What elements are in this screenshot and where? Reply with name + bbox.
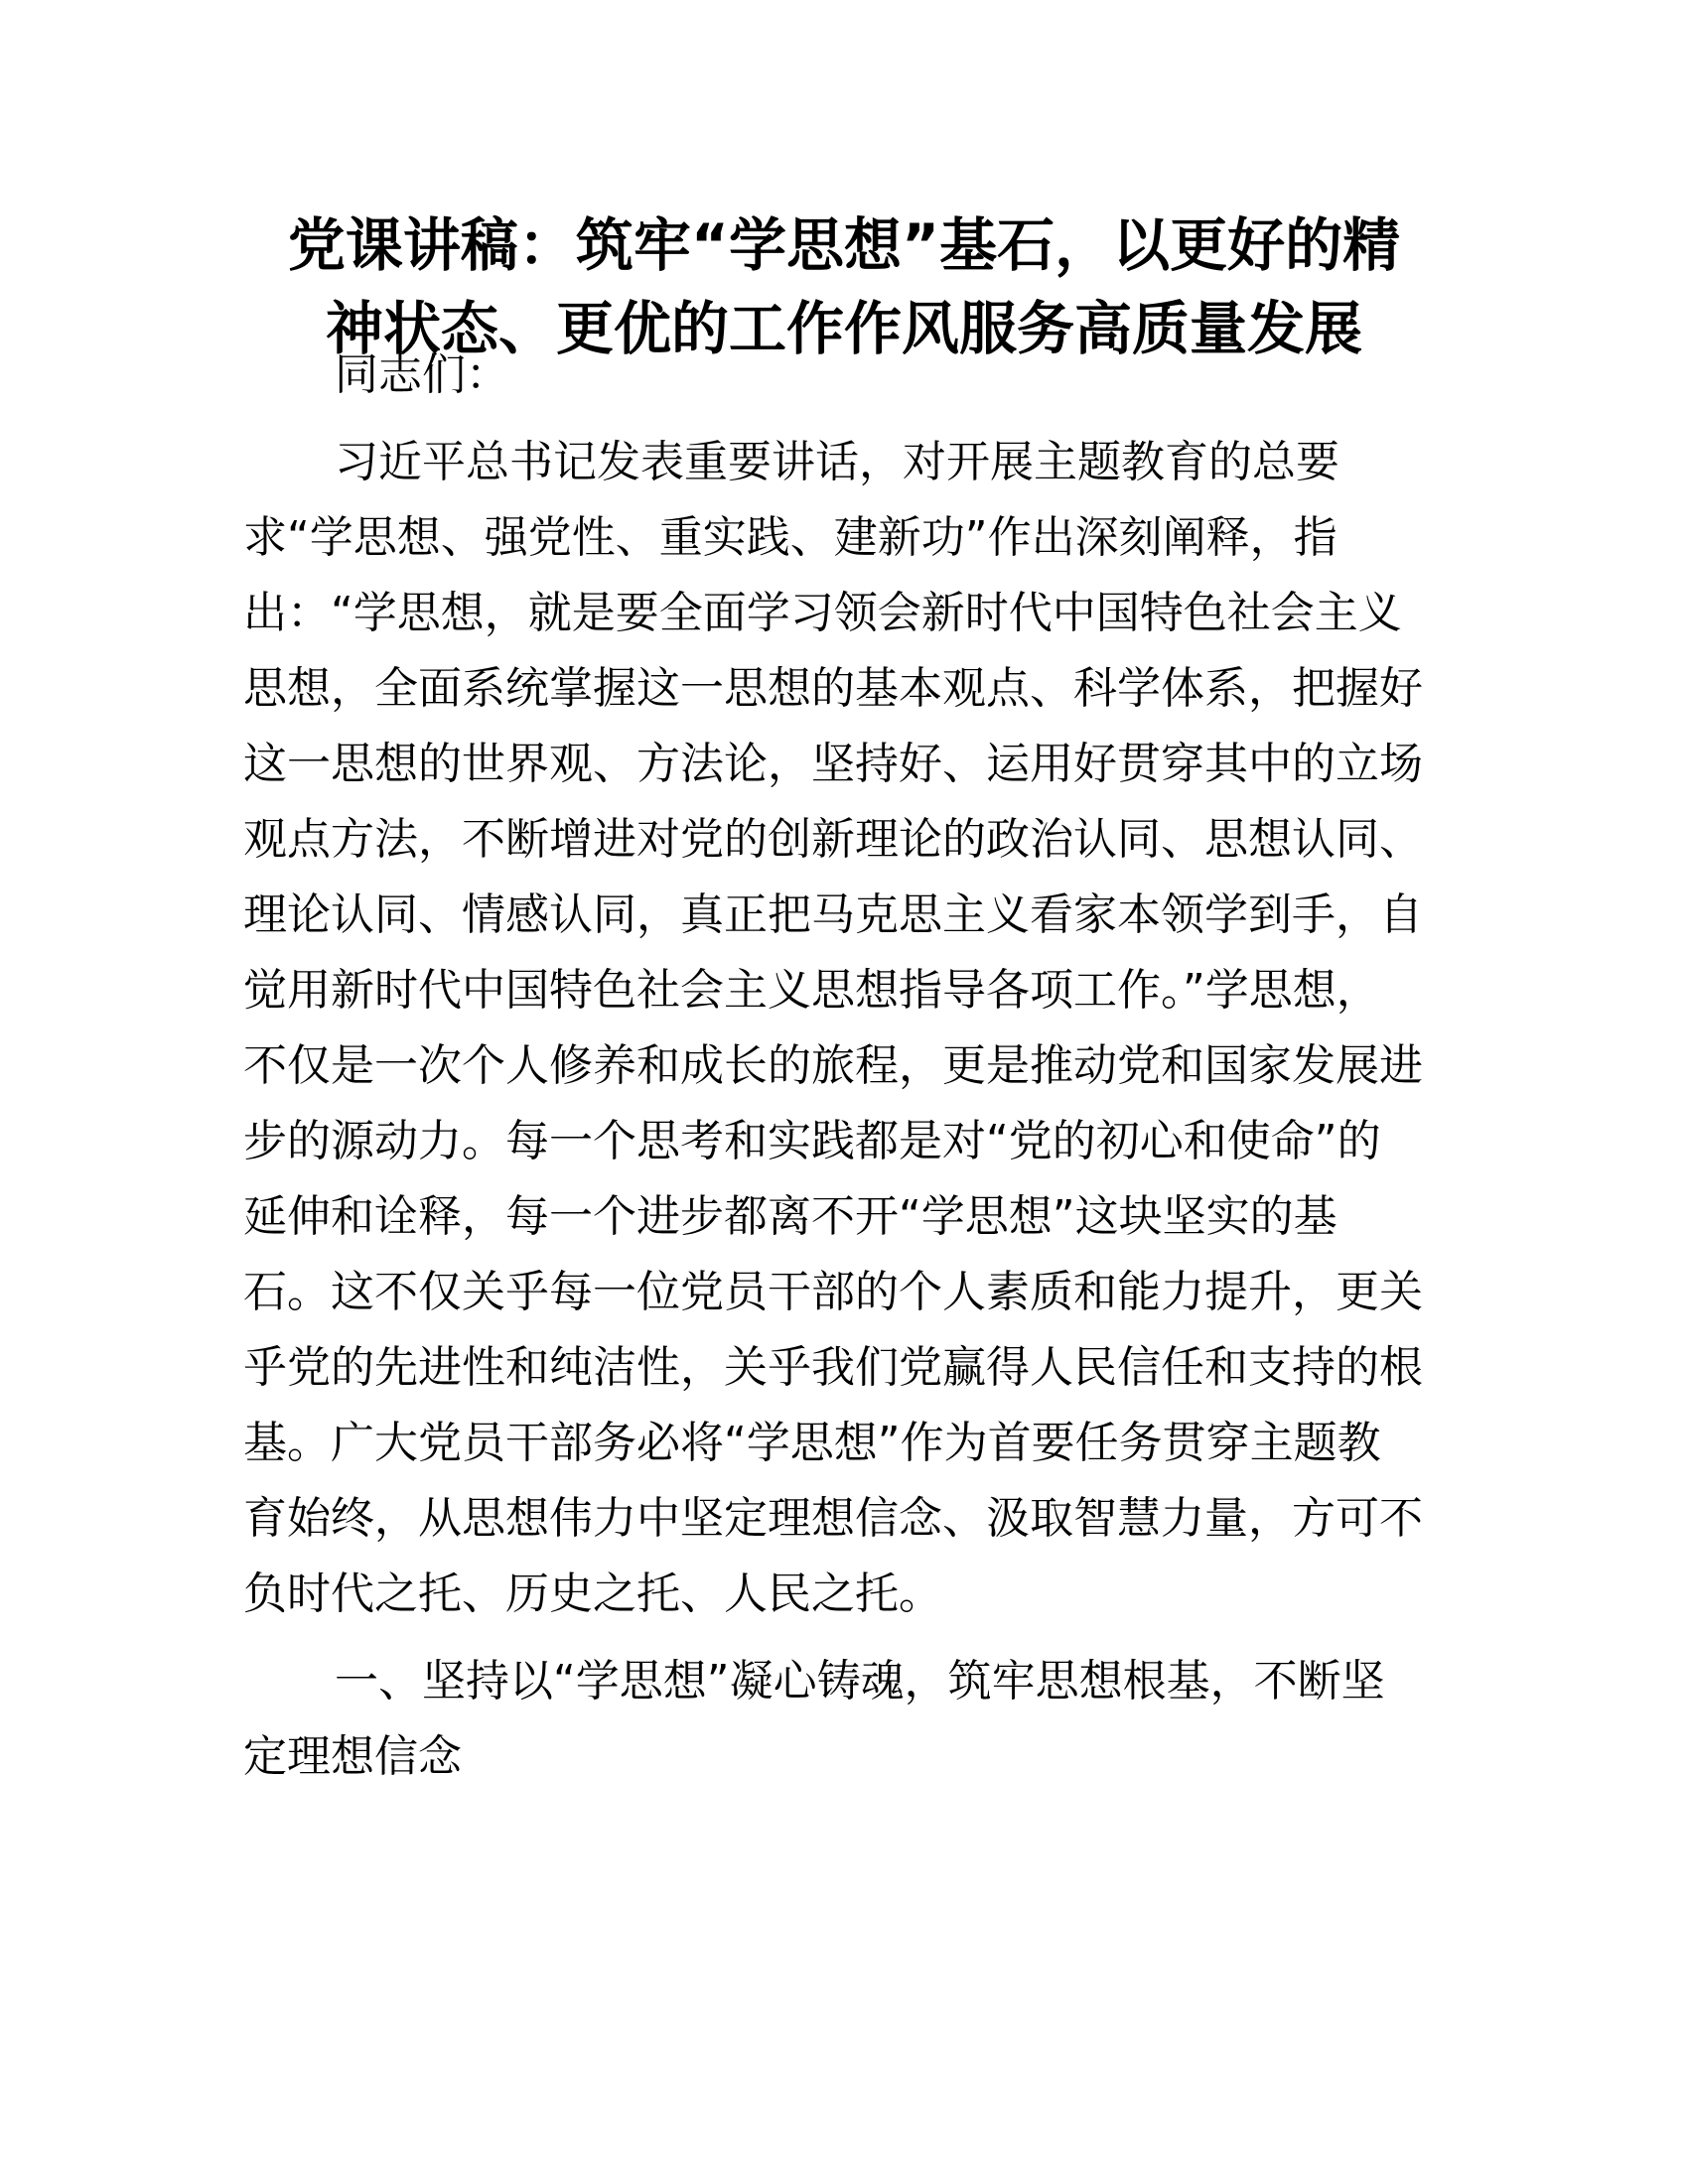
salutation: 同志们： [335,349,509,400]
paragraph-line: 求“学思想、强党性、重实践、建新功”作出深刻阐释，指 [243,512,1337,563]
paragraph-line: 理论认同、情感认同，真正把马克思主义看家本领学到手，自 [243,889,1423,940]
paragraph-line: 不仅是一次个人修养和成长的旅程，更是推动党和国家发展进 [243,1040,1423,1091]
title-line-1: 党课讲稿：筑牢“学思想”基石，以更好的精 [287,211,1401,279]
heading-line: 定理想信念 [243,1731,462,1782]
section-1-heading [243,1644,1435,1795]
heading-line: 一、坚持以“学思想”凝心铸魂，筑牢思想根基，不断坚 [335,1656,1385,1706]
paragraph-line: 乎党的先进性和纯洁性，关乎我们党赢得人民信任和支持的根 [243,1342,1423,1393]
paragraph-line: 觉用新时代中国特色社会主义思想指导各项工作。”学思想， [243,965,1380,1016]
paragraph-line: 这一思想的世界观、方法论，坚持好、运用好贯穿其中的立场 [243,739,1423,789]
paragraph-1 [243,425,1435,1632]
paragraph-line: 基。广大党员干部务必将“学思想”作为首要任务贯穿主题教 [243,1418,1381,1468]
paragraph-line: 习近平总书记发表重要讲话，对开展主题教育的总要 [335,437,1339,487]
paragraph-line: 步的源动力。每一个思考和实践都是对“党的初心和使命”的 [243,1116,1381,1166]
paragraph-line: 石。这不仅关乎每一位党员干部的个人素质和能力提升，更关 [243,1267,1423,1317]
document-body [243,338,1435,1795]
title-line-2: 神状态、更优的工作作风服务高质量发展 [325,295,1362,362]
paragraph-line: 思想，全面系统掌握这一思想的基本观点、科学体系，把握好 [243,663,1423,714]
paragraph-line: 育始终，从思想伟力中坚定理想信念、汲取智慧力量，方可不 [243,1493,1423,1544]
paragraph-line: 负时代之托、历史之托、人民之托。 [243,1569,942,1619]
paragraph-line: 观点方法，不断增进对党的创新理论的政治认同、思想认同、 [243,814,1423,865]
paragraph-line: 延伸和诠释，每一个进步都离不开“学思想”这块坚实的基 [243,1191,1337,1242]
paragraph-line: 出：“学思想，就是要全面学习领会新时代中国特色社会主义 [243,588,1402,638]
